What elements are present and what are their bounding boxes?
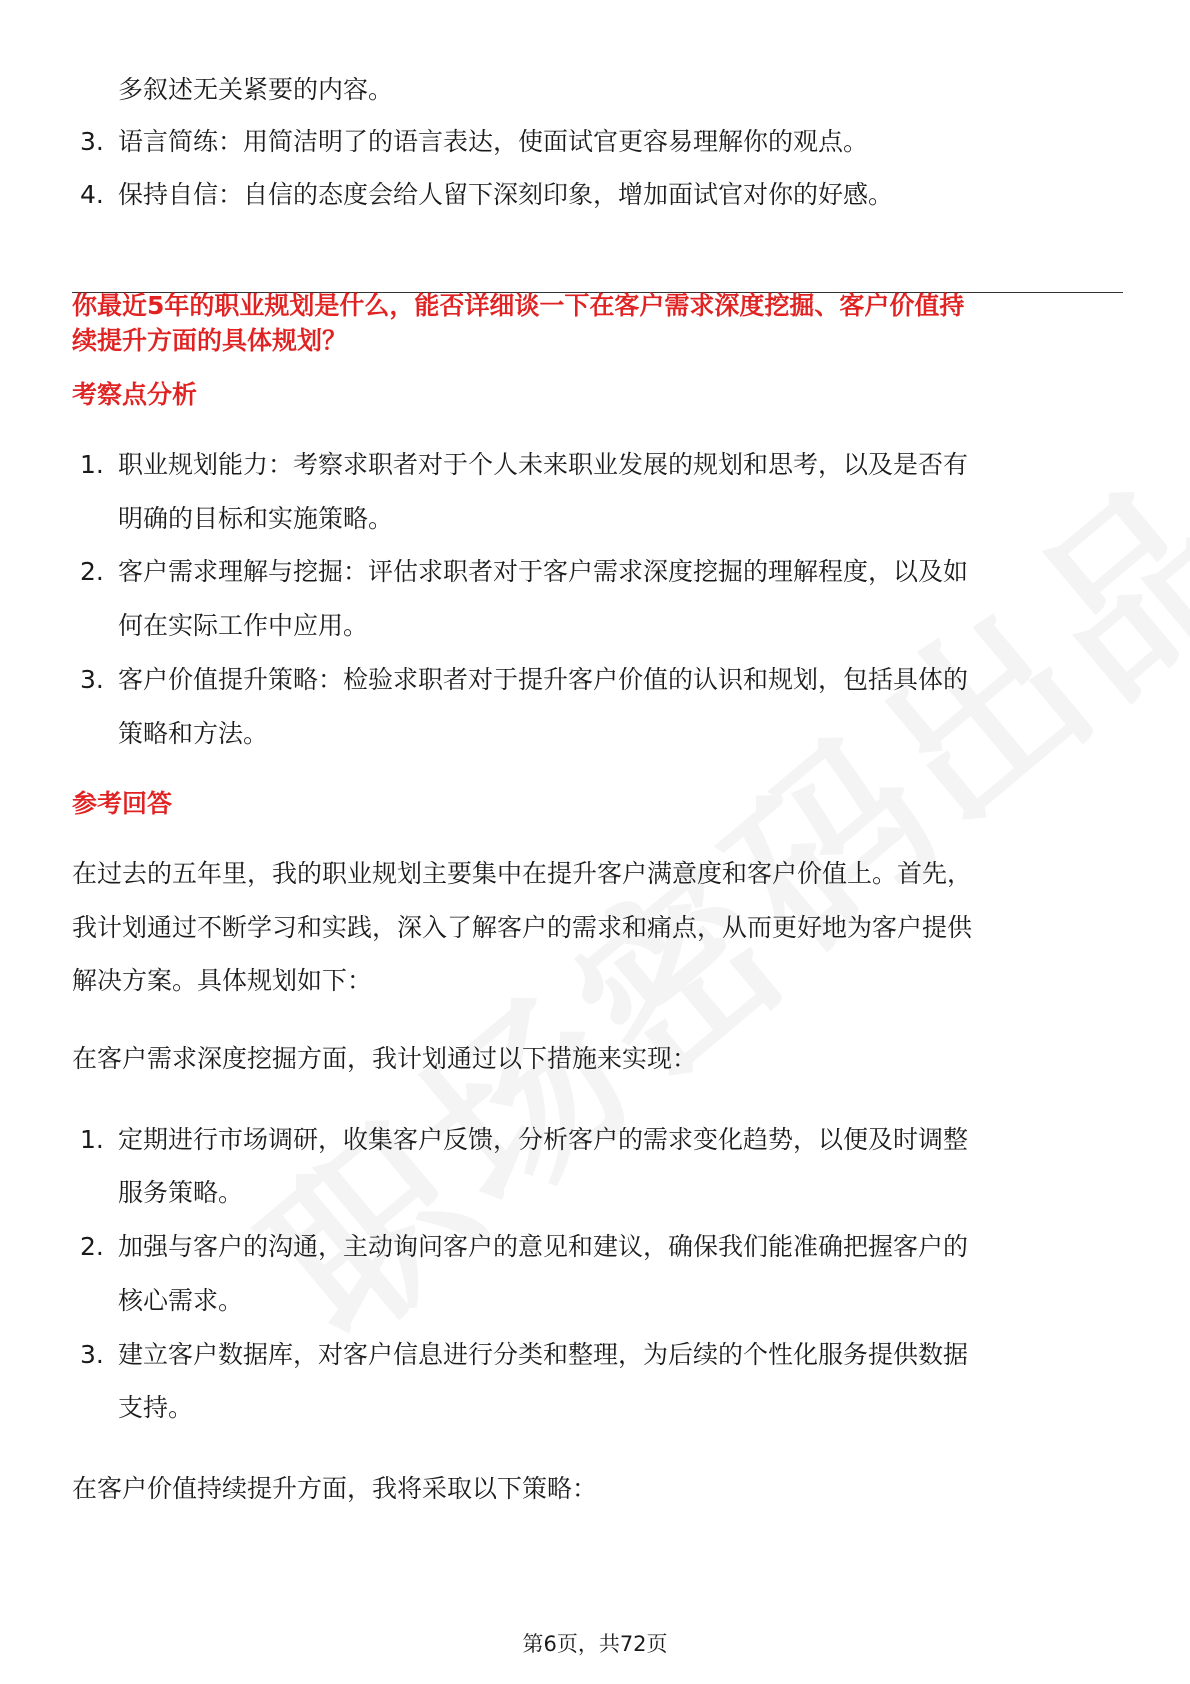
answer-item-line: 核心需求。 [118, 1286, 244, 1315]
list-item: 保持自信：自信的态度会给人留下深刻印象，增加面试官对你的好感。 [118, 180, 894, 209]
list-number: 3. [80, 665, 104, 694]
page-number-footer: 第6页，共72页 [522, 1632, 668, 1656]
list-number: 2. [80, 557, 104, 586]
analysis-item-line: 客户需求理解与挖掘：评估求职者对于客户需求深度挖掘的理解程度，以及如 [118, 557, 969, 586]
answer-paragraph: 在客户价值持续提升方面，我将采取以下策略： [72, 1474, 598, 1503]
answer-paragraph-line: 解决方案。具体规划如下： [72, 966, 373, 995]
question-heading-line1: 你最近5年的职业规划是什么，能否详细谈一下在客户需求深度挖掘、客户价值持 [72, 291, 965, 320]
list-number: 3. [80, 1340, 104, 1369]
question-heading-line2: 续提升方面的具体规划？ [72, 326, 348, 355]
analysis-item-line: 策略和方法。 [118, 719, 269, 748]
analysis-item-line: 职业规划能力：考察求职者对于个人未来职业发展的规划和思考，以及是否有 [118, 450, 969, 479]
answer-title: 参考回答 [72, 789, 173, 818]
list-item: 语言简练：用简洁明了的语言表达，使面试官更容易理解你的观点。 [118, 127, 869, 156]
list-number: 1. [80, 450, 104, 479]
answer-paragraph: 在客户需求深度挖掘方面，我计划通过以下措施来实现： [72, 1044, 698, 1073]
answer-paragraph-line: 我计划通过不断学习和实践，深入了解客户的需求和痛点，从而更好地为客户提供 [72, 913, 973, 942]
answer-item-line: 支持。 [118, 1393, 194, 1422]
list-number: 1. [80, 1125, 104, 1154]
list-number: 4. [80, 180, 104, 209]
list-number: 3. [80, 127, 104, 156]
answer-item-line: 建立客户数据库，对客户信息进行分类和整理，为后续的个性化服务提供数据 [118, 1340, 969, 1369]
continuation-text: 多叙述无关紧要的内容。 [118, 75, 394, 104]
answer-paragraph-line: 在过去的五年里，我的职业规划主要集中在提升客户满意度和客户价值上。首先， [72, 859, 973, 888]
analysis-item-line: 何在实际工作中应用。 [118, 611, 369, 640]
analysis-item-line: 明确的目标和实施策略。 [118, 504, 394, 533]
answer-item-line: 服务策略。 [118, 1178, 244, 1207]
list-number: 2. [80, 1232, 104, 1261]
analysis-title: 考察点分析 [72, 380, 198, 409]
answer-item-line: 定期进行市场调研，收集客户反馈，分析客户的需求变化趋势，以便及时调整 [118, 1125, 969, 1154]
analysis-item-line: 客户价值提升策略：检验求职者对于提升客户价值的认识和规划，包括具体的 [118, 665, 969, 694]
answer-item-line: 加强与客户的沟通，主动询问客户的意见和建议，确保我们能准确把握客户的 [118, 1232, 969, 1261]
